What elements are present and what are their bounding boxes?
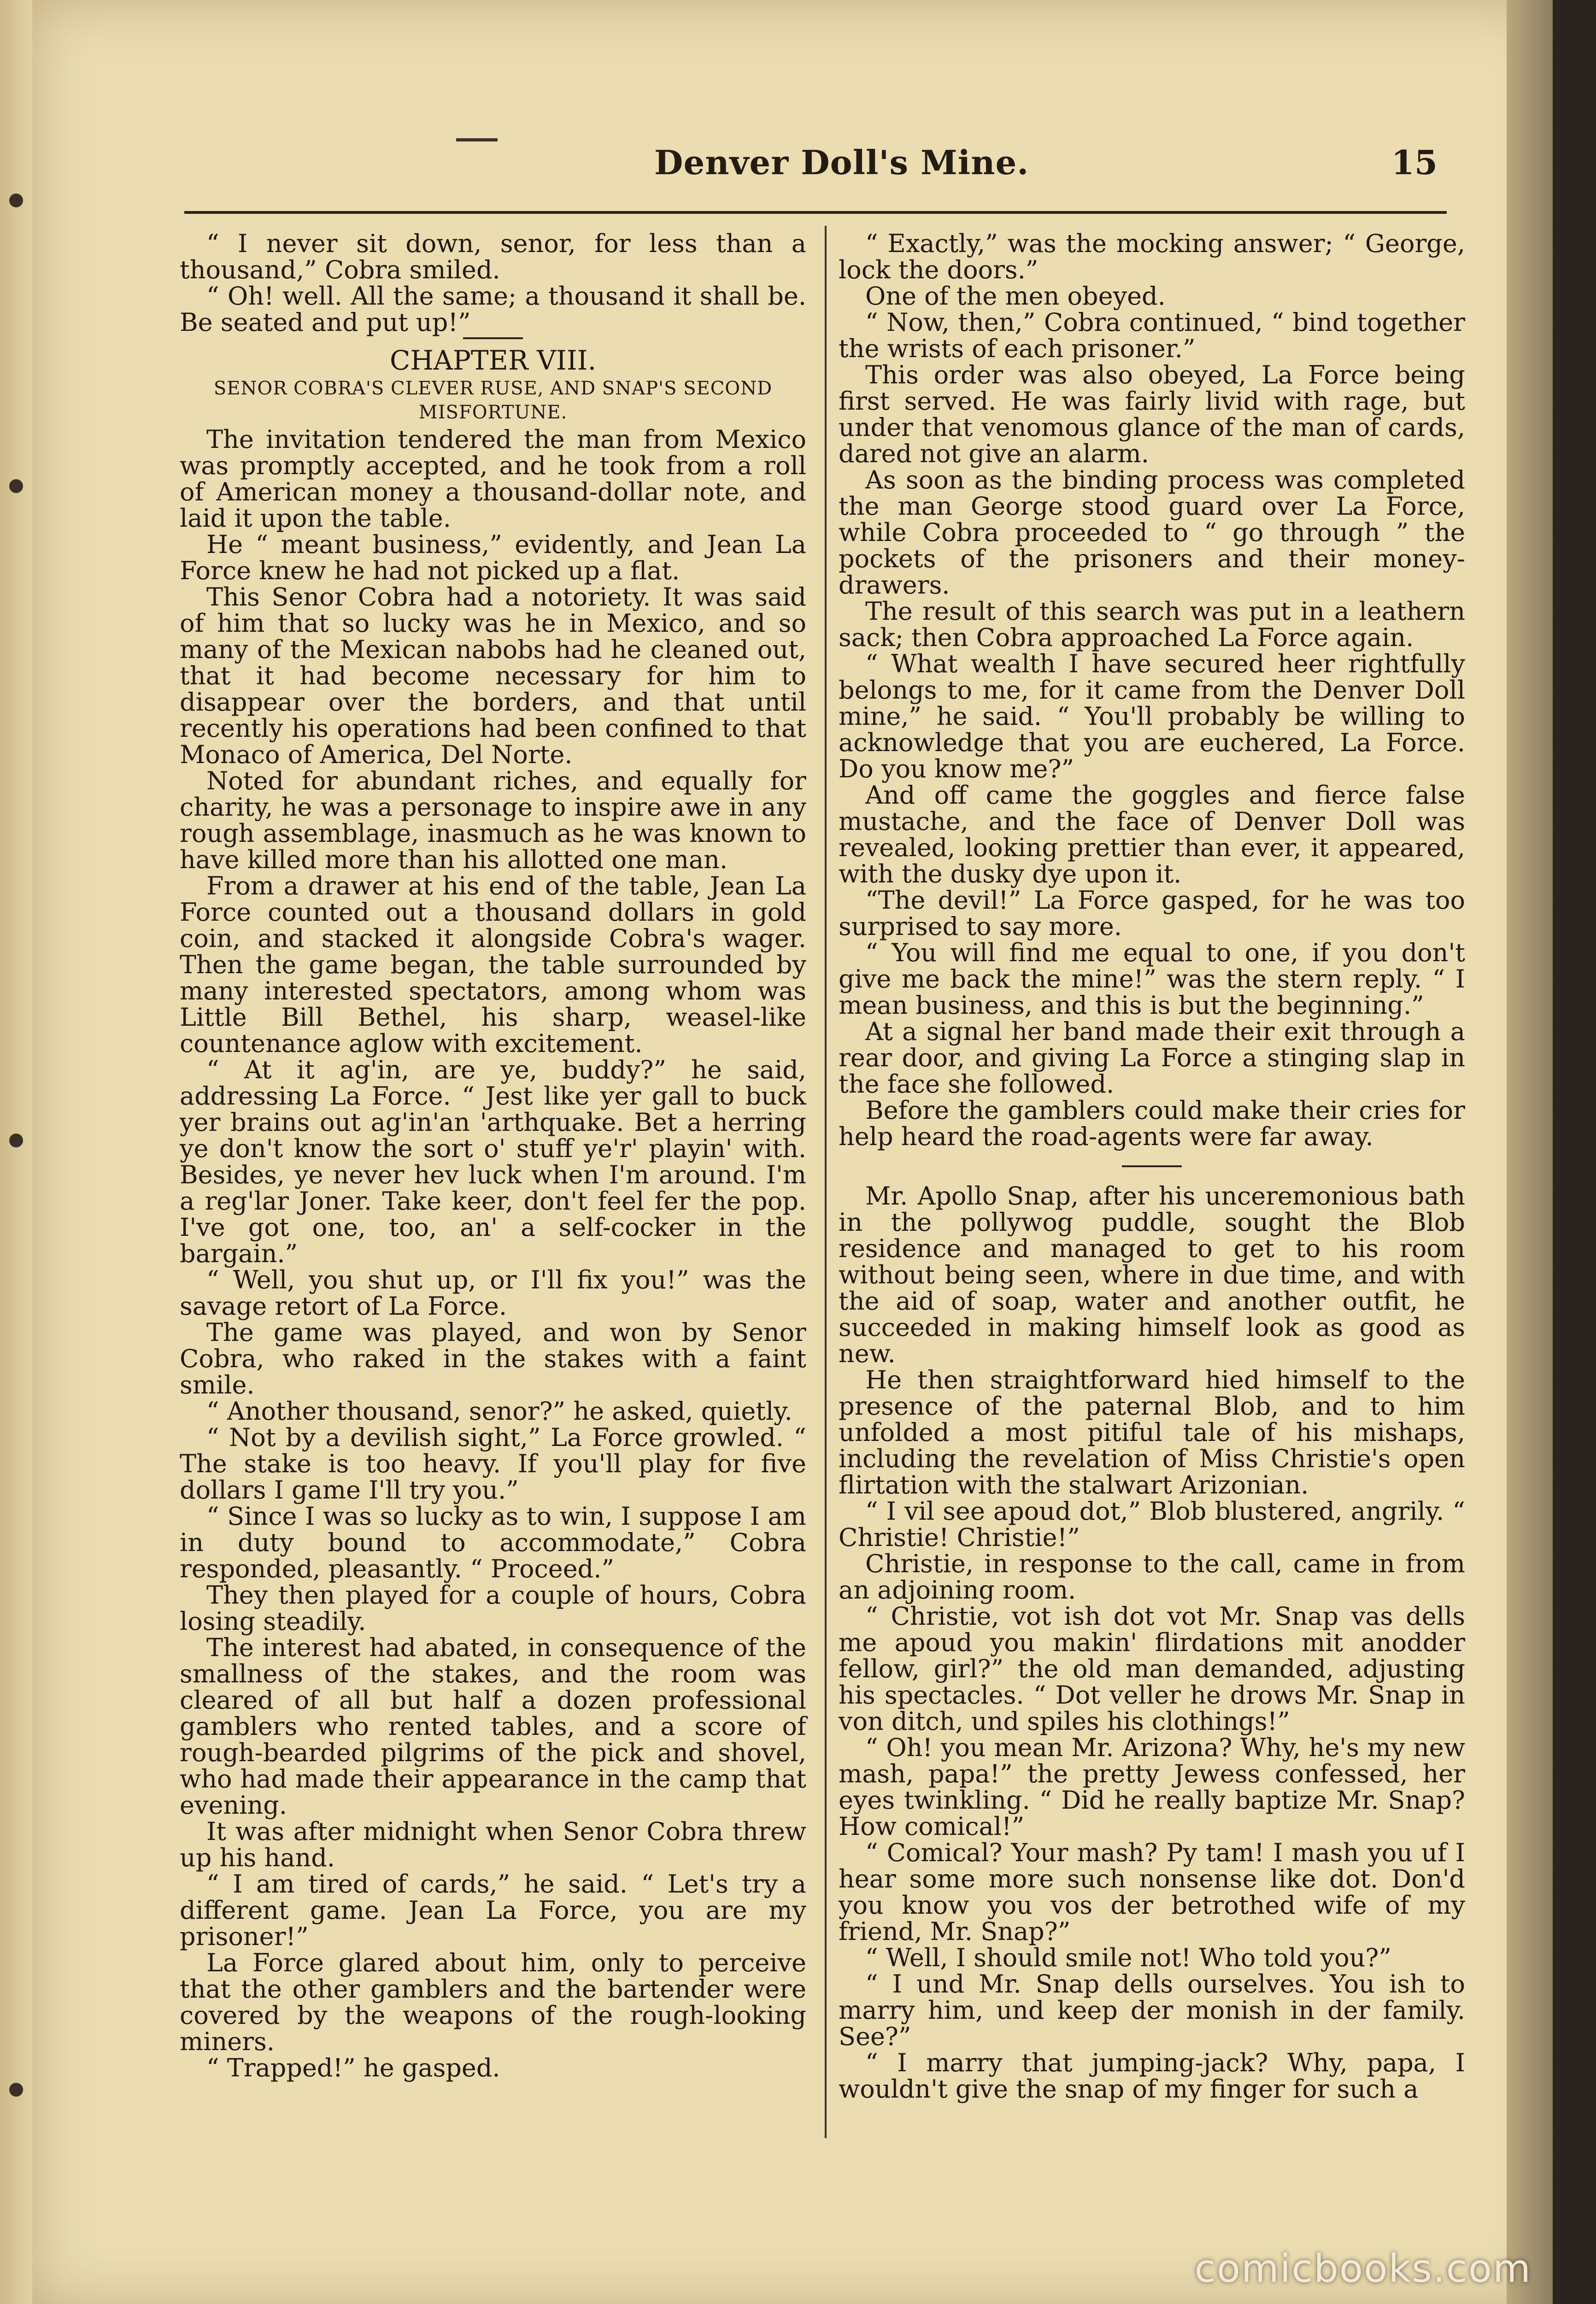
- paragraph: La Force glared about him, only to perceive that the other gamblers and the bartender were covered by the weapons of the rough-looking miners.: [180, 1948, 806, 2056]
- chapter-rule: [463, 337, 523, 339]
- paragraph: “ Since I was so lucky as to win, I suppose I am in duty bound to accommodate,” Cobra responded, pleasantly. “ Proceed.”: [180, 1502, 806, 1583]
- paragraph: They then played for a couple of hours, Cobra losing steadily.: [180, 1581, 806, 1636]
- paragraph: “ Now, then,” Cobra continued, “ bind together the wrists of each prisoner.”: [839, 308, 1465, 363]
- paragraph: “ Oh! you mean Mr. Arizona? Why, he's my new mash, papa!” the pretty Jewess confessed, her eyes twinkling. “ Did he really baptize Mr. Snap? How comical!”: [839, 1733, 1465, 1841]
- section-break-rule: [1122, 1165, 1182, 1167]
- page-edge: [1507, 0, 1553, 2304]
- right-column: [839, 230, 1465, 2143]
- paragraph: Mr. Apollo Snap, after his unceremonious bath in the pollywog puddle, sought the Blob residence and managed to get to his room without being seen, where in due time, and with the aid of soap, water and another outfit, he succeeded in making himself look as good as new.: [839, 1181, 1465, 1368]
- left-column: [180, 230, 806, 2143]
- page-number: 15: [1391, 143, 1438, 182]
- left-column-body: [180, 426, 806, 2081]
- right-column-part1: [839, 230, 1465, 1150]
- page-header: [194, 143, 1438, 203]
- left-column-opening: [180, 230, 806, 335]
- running-title: Denver Doll's Mine.: [654, 143, 1029, 182]
- paragraph: One of the men obeyed.: [865, 282, 1166, 311]
- paragraph: “ I und Mr. Snap dells ourselves. You ish to marry him, und keep der monish in der family. See?”: [839, 1969, 1465, 2051]
- chapter-title: CHAPTER VIII.: [389, 345, 597, 376]
- paragraph: “ Well, I should smile not! Who told you?”: [865, 1943, 1391, 1972]
- paragraph: This Senor Cobra had a notoriety. It was said of him that so lucky was he in Mexico, and so many of the Mexican nabobs had he cleaned out, that it had become necessary for him to disappear over the borders, and that until recently his operations had been confined to that Monaco of America, Del Norte.: [180, 582, 806, 769]
- paragraph: “ Christie, vot ish dot vot Mr. Snap vas dells me apoud you makin' flirdations mit anodder fellow, girl?” the old man demanded, adjusting his spectacles. “ Dot veller he drows Mr. Snap in von ditch, und spiles his clothings!”: [839, 1602, 1465, 1736]
- paragraph: “ At it ag'in, are ye, buddy?” he said, addressing La Force. “ Jest like yer gall to buck yer brains out ag'in'an 'arthquake. Bet a herring ye don't know the sort o' stuff ye'r' playin' with. Besides, ye never hev luck when I'm around. I'm a reg'lar Joner. Take keer, don't feel fer the pop. I've got one, too, an' a self-cocker in the bargain.”: [180, 1055, 806, 1268]
- paragraph: “ I vil see apoud dot,” Blob blustered, angrily. “ Christie! Christie!”: [839, 1497, 1465, 1552]
- header-rule: [184, 211, 1447, 214]
- paragraph: “ You will find me equal to one, if you don't give me back the mine!” was the stern reply. “ I mean business, and this is but the beginning.”: [839, 938, 1465, 1020]
- paragraph: “ Oh! well. All the same; a thousand it shall be. Be seated and put up!”: [180, 282, 806, 337]
- paragraph: At a signal her band made their exit through a rear door, and giving La Force a stinging slap in the face she followed.: [839, 1017, 1465, 1099]
- right-column-part2: [839, 1183, 1465, 2102]
- paragraph: From a drawer at his end of the table, Jean La Force counted out a thousand dollars in gold coin, and stacked it alongside Cobra's wager. Then the game began, the table surrounded by many interested spectators, among whom was Little Bill Bethel, his sharp, weasel-like countenance aglow with excitement.: [180, 871, 806, 1058]
- paragraph: “ Not by a devilish sight,” La Force growled. “ The stake is too heavy. If you'll play for five dollars I game I'll try you.”: [180, 1423, 806, 1505]
- paragraph: “ I never sit down, senor, for less than a thousand,” Cobra smiled.: [180, 229, 806, 284]
- paragraph: This order was also obeyed, La Force being first served. He was fairly livid with rage, but under that venomous glance of the man of cards, dared not give an alarm.: [839, 360, 1465, 468]
- paragraph: Christie, in response to the call, came in from an adjoining room.: [839, 1549, 1465, 1605]
- paragraph: “ What wealth I have secured heer rightfully belongs to me, for it came from the Denver Doll mine,” he said. “ You'll probably be willing to acknowledge that you are euchered, La Force. Do you know me?”: [839, 649, 1465, 783]
- paragraph: He “ meant business,” evidently, and Jean La Force knew he had not picked up a flat.: [180, 530, 806, 585]
- staple-mark: [9, 194, 23, 207]
- paragraph: “ I am tired of cards,” he said. “ Let's try a different game. Jean La Force, you are my prisoner!”: [180, 1869, 806, 1951]
- paragraph: And off came the goggles and fierce false mustache, and the face of Denver Doll was revealed, looking prettier than ever, it appeared, with the dusky dye upon it.: [839, 781, 1465, 888]
- chapter-subtitle: SENOR COBRA'S CLEVER RUSE, AND SNAP'S SECOND MISFORTUNE.: [213, 378, 773, 423]
- paragraph: “ Another thousand, senor?” he asked, quietly.: [206, 1397, 792, 1426]
- paragraph: The interest had abated, in consequence of the smallness of the stakes, and the room was cleared of all but half a dozen professional gamblers who rented tables, and a score of rough-bearded pilgrims of the pick and shovel, who had made their appearance in the camp that evening.: [180, 1633, 806, 1820]
- staple-mark: [9, 1134, 23, 1147]
- paragraph: “ Trapped!” he gasped.: [206, 2053, 500, 2082]
- paragraph: The result of this search was put in a leathern sack; then Cobra approached La Force again.: [839, 597, 1465, 652]
- paragraph: He then straightforward hied himself to the presence of the paternal Blob, and to him unfolded a most pitiful tale of his mishaps, including the revelation of Miss Christie's open flirtation with the stalwart Arizonian.: [839, 1365, 1465, 1499]
- paragraph: “ Exactly,” was the mocking answer; “ George, lock the doors.”: [839, 229, 1465, 284]
- column-divider: [825, 226, 827, 2138]
- paragraph: “The devil!” La Force gasped, for he was too surprised to say more.: [839, 886, 1465, 941]
- ornament-dash: [456, 138, 498, 141]
- paragraph: “ Comical? Your mash? Py tam! I mash you uf I hear some more such nonsense like dot. Don'd you know you vos der betrothed wife of my friend, Mr. Snap?”: [839, 1838, 1465, 1946]
- paragraph: “ Well, you shut up, or I'll fix you!” was the savage retort of La Force.: [180, 1265, 806, 1321]
- staple-mark: [9, 2083, 23, 2097]
- binding-spine: [0, 0, 32, 2304]
- paragraph: As soon as the binding process was completed the man George stood guard over La Force, while Cobra proceeded to “ go through ” the pockets of the prisoners and their money-drawers.: [839, 465, 1465, 600]
- paragraph: Noted for abundant riches, and equally for charity, he was a personage to inspire awe in any rough assemblage, inasmuch as he was known to have killed more than his allotted one man.: [180, 766, 806, 874]
- staple-mark: [9, 479, 23, 493]
- paragraph: It was after midnight when Senor Cobra threw up his hand.: [180, 1817, 806, 1872]
- paragraph: Before the gamblers could make their cries for help heard the road-agents were far away.: [839, 1096, 1465, 1151]
- paragraph: The game was played, and won by Senor Cobra, who raked in the stakes with a faint smile.: [180, 1318, 806, 1399]
- paragraph: The invitation tendered the man from Mexico was promptly accepted, and he took from a roll of American money a thousand-dollar note, and laid it upon the table.: [180, 425, 806, 533]
- watermark: comicbooks.com: [1194, 2246, 1531, 2291]
- paragraph: “ I marry that jumping-jack? Why, papa, I wouldn't give the snap of my finger for such a: [839, 2048, 1465, 2104]
